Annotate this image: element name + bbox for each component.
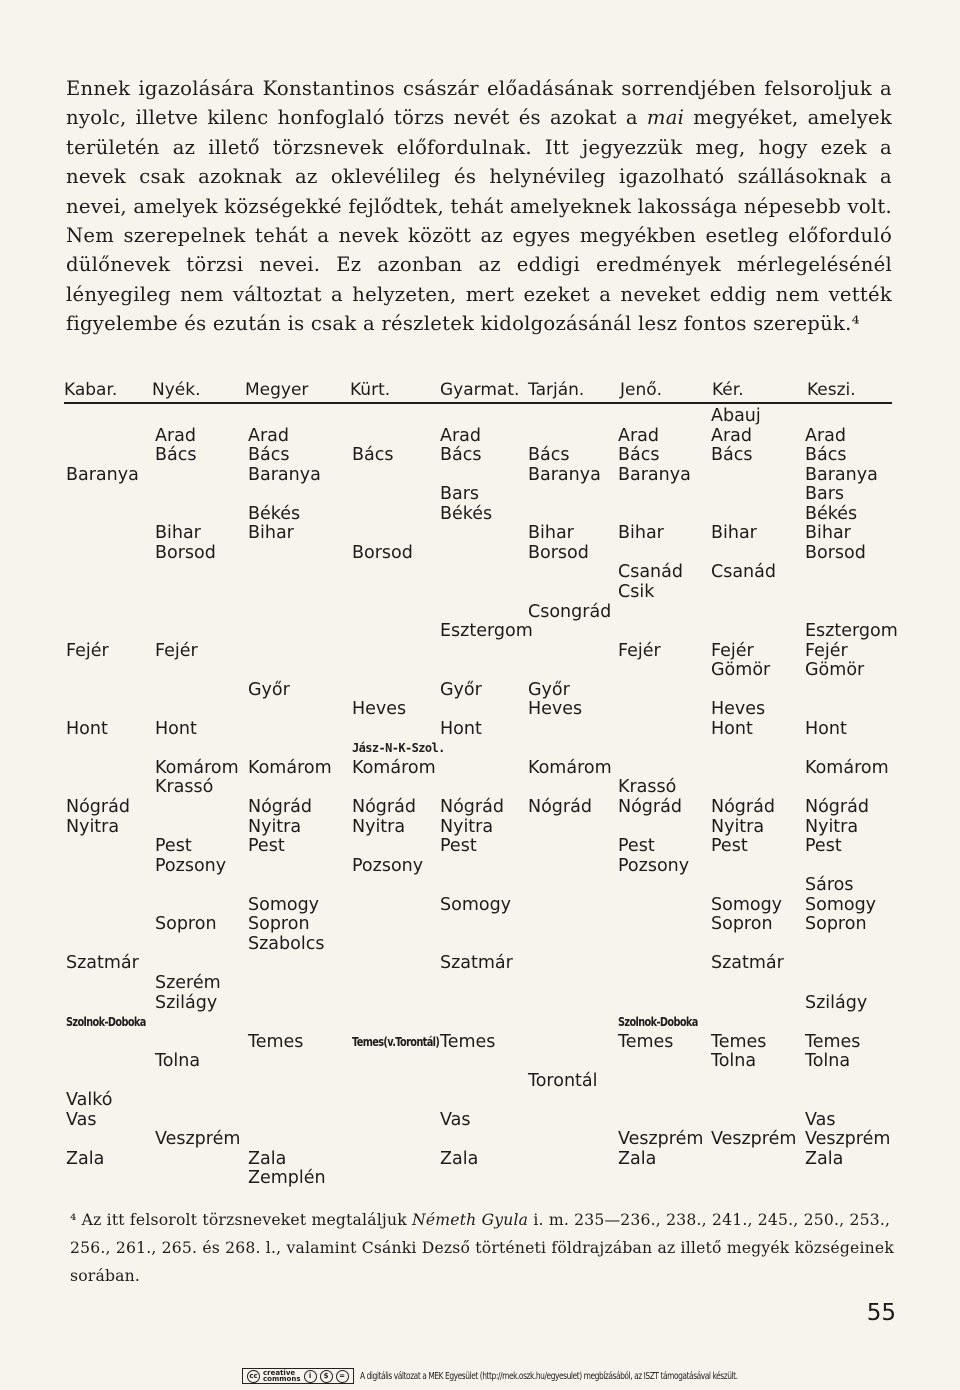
county-cell: Csanád	[711, 562, 776, 583]
county-cell: Somogy	[248, 894, 320, 915]
county-cell: Fejér	[711, 640, 754, 661]
table-header-9: Keszi.	[807, 380, 856, 400]
county-cell: Temes	[711, 1031, 767, 1052]
page-number: 55	[866, 1300, 896, 1326]
footnote-text-1: Az itt felsorolt törzsneveket megtaláljuk	[76, 1211, 413, 1229]
table-header-1: Kabar.	[64, 380, 118, 400]
county-cell: Nyitra	[66, 816, 120, 837]
county-cell: Komárom	[155, 757, 239, 778]
county-cell: Hont	[440, 718, 482, 739]
county-cell: Tolna	[711, 1051, 757, 1072]
county-cell: Szabolcs	[248, 933, 325, 954]
county-cell: Győr	[528, 679, 570, 700]
footnote-marker: ⁴	[70, 1211, 77, 1229]
county-cell: Esztergom	[805, 621, 898, 642]
county-cell: Arad	[248, 425, 289, 446]
county-cell: Baranya	[805, 464, 878, 485]
county-cell: Fejér	[155, 640, 198, 661]
county-cell: Komárom	[528, 757, 612, 778]
county-cell: Szatmár	[440, 953, 513, 974]
county-cell: Szatmár	[711, 953, 784, 974]
county-cell: Pest	[155, 836, 192, 857]
county-cell: Borsod	[805, 542, 866, 563]
county-cell: Bihar	[805, 523, 851, 544]
county-cell: Bács	[618, 445, 660, 466]
county-cell: Pest	[805, 836, 842, 857]
county-cell: Heves	[711, 699, 766, 720]
county-cell: Bács	[155, 445, 197, 466]
county-cell: Vas	[66, 1109, 97, 1130]
county-cell: Sopron	[248, 914, 310, 935]
county-cell: Arad	[805, 425, 846, 446]
county-cell: Temes	[805, 1031, 861, 1052]
county-cell: Baranya	[618, 464, 691, 485]
county-cell: Bács	[711, 445, 753, 466]
county-cell: Somogy	[805, 894, 877, 915]
license-bar	[242, 1367, 863, 1385]
county-cell: Szilágy	[155, 992, 218, 1013]
table-header-5: Gyarmat.	[440, 380, 520, 400]
county-cell: Temes	[440, 1031, 496, 1052]
county-cell: Békés	[248, 503, 301, 524]
county-cell: Jász-N-K-Szol.	[352, 741, 445, 756]
county-cell: Bars	[805, 484, 845, 505]
county-cell: Baranya	[528, 464, 601, 485]
county-cell: Sopron	[155, 914, 217, 935]
county-cell: Pest	[618, 836, 655, 857]
county-cell: Bács	[805, 445, 847, 466]
county-cell: Sopron	[711, 914, 773, 935]
county-cell: Pozsony	[352, 855, 424, 876]
county-cell: Nógrád	[528, 797, 592, 817]
county-cell: Nógrád	[440, 797, 504, 817]
county-cell: Szolnok-Doboka	[618, 1014, 698, 1030]
county-cell: Tolna	[155, 1051, 201, 1072]
county-cell: Békés	[440, 503, 493, 524]
county-cell: Pest	[711, 836, 748, 857]
county-cell: Baranya	[66, 464, 139, 485]
county-cell: Borsod	[528, 542, 589, 563]
county-cell: Bihar	[528, 523, 574, 544]
county-cell: Hont	[711, 718, 753, 739]
county-cell: Nógrád	[618, 797, 682, 817]
noncommercial-icon: $	[320, 1370, 333, 1383]
county-cell: Gömör	[805, 660, 865, 681]
county-cell: Bács	[528, 445, 570, 466]
county-cell: Nógrád	[352, 797, 416, 817]
county-cell: Bács	[248, 445, 290, 466]
county-cell: Fejér	[66, 640, 109, 661]
paragraph-italic-word: mai	[646, 106, 685, 130]
county-cell: Borsod	[155, 542, 216, 563]
county-cell: Szolnok-Doboka	[66, 1014, 146, 1030]
county-cell: Győr	[440, 679, 482, 700]
county-cell: Baranya	[248, 464, 321, 485]
county-cell: Temes	[248, 1031, 304, 1052]
county-cell: Gömör	[711, 660, 771, 681]
license-text: A digitális változat a MEK Egyesület (http://mek.oszk.hu/egyesulet) megbízásából, az ISZT támogatásával készült.	[359, 1370, 738, 1382]
county-cell: Nyitra	[248, 816, 302, 837]
county-cell: Sopron	[805, 914, 867, 935]
county-cell: Nógrád	[711, 797, 775, 817]
county-cell: Nógrád	[805, 797, 869, 817]
county-cell: Sáros	[805, 875, 854, 896]
county-cell: Valkó	[66, 1090, 113, 1111]
county-cell: Krassó	[155, 777, 214, 798]
county-cell: Komárom	[248, 757, 332, 778]
noderivs-icon: =	[336, 1370, 349, 1383]
county-cell: Abauj	[711, 406, 761, 426]
cc-icon: cc	[247, 1370, 260, 1383]
creative-commons-logo[interactable]	[242, 1368, 354, 1384]
county-cell: Zala	[805, 1148, 844, 1169]
county-cell: Arad	[155, 425, 196, 446]
county-cell: Heves	[528, 699, 583, 720]
paragraph-text-2: megyéket, amelyek területén az illető törzsnevek előfordulnak. Itt jegyezzük meg, hogy ezek a nevek csak azoknak az oklevélileg és helynévileg igazolható szállásoknak a nevei, amelyek községekké fejlődtek, tehát amelyeknek lakossága népesebb volt. Nem szerepelnek tehát a nevek között az egyes megyékben esetleg előforduló dülőnevek törzsi nevei. Ez azonban az eddigi eredmények mérlegelésénél lényegileg nem változtat a helyzeten, mert ezeket a neveket eddig nem vették figyelembe és ezután is csak a részletek kidolgozásánál lesz fontos szerepük.	[66, 106, 892, 336]
county-cell: Zemplén	[248, 1168, 326, 1189]
cc-logo-bottom: commons	[263, 1375, 301, 1383]
county-cell: Borsod	[352, 542, 413, 563]
county-cell: Bihar	[618, 523, 664, 544]
county-cell: Fejér	[618, 640, 661, 661]
table-header-4: Kürt.	[350, 380, 391, 400]
county-cell: Pozsony	[618, 855, 690, 876]
county-cell: Nyitra	[711, 816, 765, 837]
county-cell: Zala	[66, 1148, 105, 1169]
county-cell: Arad	[711, 425, 752, 446]
county-cell: Nyitra	[352, 816, 406, 837]
footnote-text-2: i. m. 235—236., 238., 241., 245., 250., 253., 256., 261., 265. és 268. l., valamint Csánki Dezső történeti földrajzában az illető megyék községeinek sorában.	[70, 1211, 894, 1285]
county-cell: Temes(v.Torontál)	[352, 1033, 440, 1049]
county-cell: Csanád	[618, 562, 683, 583]
county-cell: Szilágy	[805, 992, 868, 1013]
cc-logo-top: creative	[263, 1369, 296, 1377]
county-cell: Hont	[805, 718, 847, 739]
county-cell: Bihar	[155, 523, 201, 544]
footnote-author: Németh Gyula	[412, 1211, 529, 1229]
county-cell: Temes	[618, 1031, 674, 1052]
county-cell: Arad	[618, 425, 659, 446]
county-cell: Győr	[248, 679, 290, 700]
county-cell: Zala	[440, 1148, 479, 1169]
county-cell: Fejér	[805, 640, 848, 661]
county-cell: Komárom	[805, 757, 889, 778]
county-cell: Szatmár	[66, 953, 139, 974]
county-cell: Heves	[352, 699, 407, 720]
county-cell: Hont	[66, 718, 108, 739]
paragraph-text-1: Ennek igazolására Konstantinos császár előadásának sorrendjében felsoroljuk a nyolc, illetve kilenc honfoglaló törzs nevét és azokat a	[66, 77, 892, 130]
table-header-3: Megyer	[245, 380, 309, 400]
county-cell: Nyitra	[440, 816, 494, 837]
county-cell: Krassó	[618, 777, 677, 798]
county-cell: Vas	[440, 1109, 471, 1130]
county-cell: Bács	[440, 445, 482, 466]
county-cell: Csongrád	[528, 601, 612, 622]
footnote-reference[interactable]: ⁴	[851, 312, 860, 336]
county-cell: Békés	[805, 503, 858, 524]
county-cell: Tolna	[805, 1051, 851, 1072]
county-cell: Zala	[618, 1148, 657, 1169]
county-cell: Bars	[440, 484, 480, 505]
county-cell: Pest	[248, 836, 285, 857]
county-cell: Veszprém	[711, 1129, 797, 1150]
county-cell: Esztergom	[440, 621, 533, 642]
table-header-2: Nyék.	[152, 380, 201, 400]
county-cell: Arad	[440, 425, 481, 446]
table-header-7: Jenő.	[620, 380, 663, 400]
attribution-icon: i	[304, 1370, 317, 1383]
table-header-8: Kér.	[712, 380, 744, 400]
county-cell: Hont	[155, 718, 197, 739]
county-cell: Somogy	[711, 894, 783, 915]
county-cell: Nyitra	[805, 816, 859, 837]
county-cell: Vas	[805, 1109, 836, 1130]
table-header-6: Tarján.	[528, 380, 585, 400]
county-cell: Somogy	[440, 894, 512, 915]
county-cell: Nógrád	[66, 797, 130, 817]
county-cell: Szerém	[155, 972, 221, 993]
county-cell: Torontál	[528, 1070, 598, 1091]
county-cell: Csik	[618, 581, 655, 602]
county-cell: Bihar	[711, 523, 757, 544]
county-cell: Veszprém	[805, 1129, 891, 1150]
footnote	[70, 1206, 894, 1290]
county-cell: Veszprém	[155, 1129, 241, 1150]
county-cell: Bács	[352, 445, 394, 466]
county-cell: Bihar	[248, 523, 294, 544]
county-cell: Zala	[248, 1148, 287, 1169]
county-cell: Veszprém	[618, 1129, 704, 1150]
county-cell: Pest	[440, 836, 477, 857]
county-cell: Nógrád	[248, 797, 312, 817]
county-cell: Komárom	[352, 757, 436, 778]
county-cell: Pozsony	[155, 855, 227, 876]
